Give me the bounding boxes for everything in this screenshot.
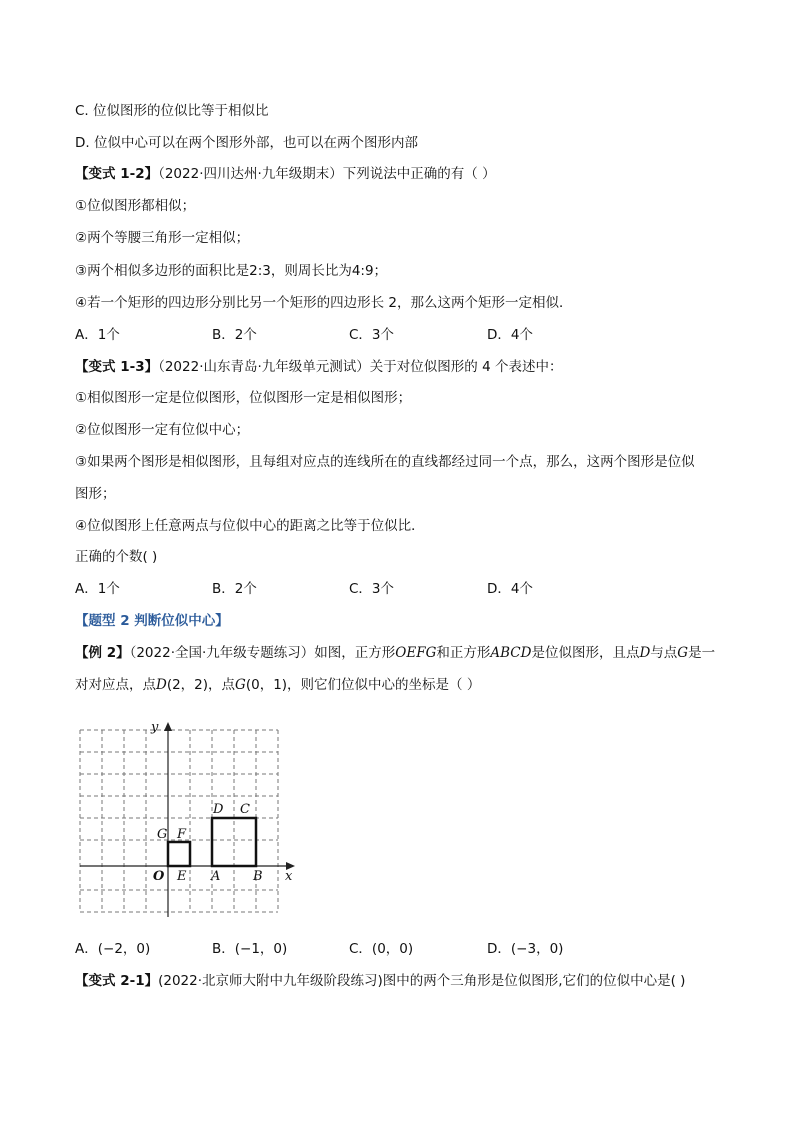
origin-label: O [153, 869, 165, 884]
variant-1-3-question [75, 358, 562, 376]
question-text: （2022·全国·九年级专题练习）如图，正方形 [129, 645, 396, 661]
option-c: C．(0，0) [349, 941, 414, 957]
variant-tag: 【变式 1-2】 [75, 166, 159, 182]
x-axis-label: x [285, 869, 293, 884]
answer-options-1-2 [75, 326, 715, 344]
math-oefg: OEFG [395, 645, 437, 661]
question-text: 对对应点，点 [75, 677, 156, 693]
statement-2: ②两个等腰三角形一定相似； [75, 230, 250, 246]
statement-4: ④位似图形上任意两点与位似中心的距离之比等于位似比． [75, 518, 425, 534]
section-heading: 【题型 2 判断位似中心】 [75, 613, 229, 629]
math-d: D [639, 645, 651, 661]
question-text: 和正方形 [436, 645, 491, 661]
option-a: A．1个 [75, 327, 120, 343]
math-abcd: ABCD [490, 645, 532, 661]
question-text: 是一 [688, 645, 716, 661]
example-2-question-line2 [75, 676, 480, 694]
variant-2-1-question [75, 972, 685, 990]
math-g: G [677, 645, 689, 661]
variant-1-2-question [75, 165, 496, 183]
square-oefg [168, 842, 190, 866]
coordinate-graph [75, 712, 305, 922]
question-text: 是位似图形，且点 [531, 645, 640, 661]
question-text: 与点 [650, 645, 678, 661]
point-f-label: F [177, 827, 187, 842]
example-tag: 【例 2】 [75, 645, 130, 661]
statement-1: ①相似图形一定是位似图形，位似图形一定是相似图形； [75, 390, 412, 406]
question-text: (0，1)，则它们位似中心的坐标是（ ） [245, 677, 481, 693]
math-g: G [235, 677, 246, 693]
point-b-label: B [253, 869, 263, 884]
variant-tag: 【变式 1-3】 [75, 359, 159, 375]
question-text: (2022·北京师大附中九年级阶段练习)图中的两个三角形是位似图形,它们的位似中心是( ) [158, 973, 686, 989]
option-a: A．1个 [75, 581, 120, 597]
statement-3: ③两个相似多边形的面积比是2:3，则周长比为4:9； [75, 263, 388, 279]
option-b: B．(−1，0) [212, 941, 288, 957]
option-a: A．(−2，0) [75, 941, 151, 957]
question-text: （2022·四川达州·九年级期末）下列说法中正确的有（ ） [158, 166, 496, 182]
statement-3: ③如果两个图形是相似图形，且每组对应点的连线所在的直线都经过同一个点，那么，这两个图形是位似 [75, 454, 695, 470]
math-d: D [156, 677, 167, 693]
answer-options-ex2 [75, 940, 715, 958]
dashed-grid [80, 730, 278, 912]
y-axis-arrow-icon [164, 722, 172, 731]
point-d-label: D [213, 802, 224, 817]
option-d: D．4个 [487, 327, 533, 343]
statement-2: ②位似图形一定有位似中心； [75, 422, 250, 438]
point-e-label: E [177, 869, 187, 884]
question-text: （2022·山东青岛·九年级单元测试）关于对位似图形的 4 个表述中： [158, 359, 563, 375]
point-g-label: G [157, 827, 168, 842]
example-2-question [75, 644, 715, 662]
variant-tag: 【变式 2-1】 [75, 973, 159, 989]
point-a-label: A [211, 869, 221, 884]
answer-options-1-3 [75, 580, 715, 598]
point-c-label: C [240, 802, 250, 817]
option-d: D. 位似中心可以在两个图形外部，也可以在两个图形内部 [75, 135, 418, 151]
statement-3-cont: 图形； [75, 486, 116, 502]
option-d: D．4个 [487, 581, 533, 597]
option-d: D．(−3，0) [487, 941, 564, 957]
option-c: C. 位似图形的位似比等于相似比 [75, 103, 269, 119]
y-axis-label: y [151, 720, 159, 735]
option-c: C．3个 [349, 581, 395, 597]
option-b: B．2个 [212, 327, 257, 343]
option-c: C．3个 [349, 327, 395, 343]
option-b: B．2个 [212, 581, 257, 597]
statement-1: ①位似图形都相似； [75, 198, 196, 214]
question-text: (2，2)，点 [166, 677, 236, 693]
statement-4: ④若一个矩形的四边形分别比另一个矩形的四边形长 2，那么这两个矩形一定相似． [75, 295, 573, 311]
question-prompt: 正确的个数( ) [75, 549, 158, 565]
